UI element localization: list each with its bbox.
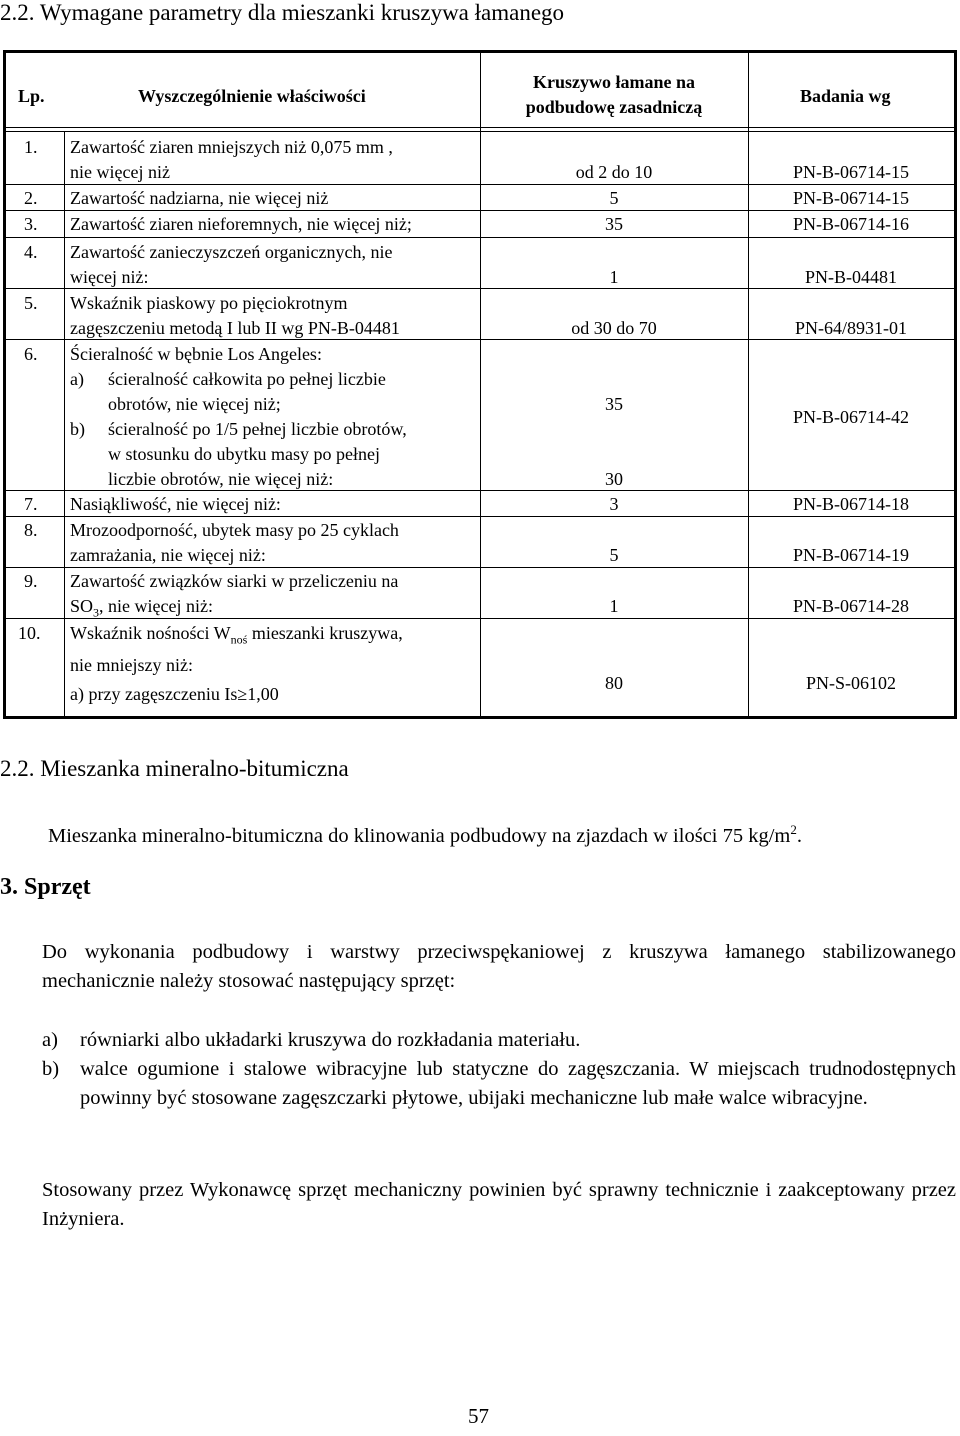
row-6-b-text: ścieralność po 1/5 pełnej liczbie obrotów, w stosunku do ubytku masy po pełnej liczbie obrotów, nie więcej niż: [108,419,407,489]
row-9-no: 9. [24,571,38,591]
row-6-no: 6. [24,344,38,364]
list-item-b-mark: b) [42,1058,60,1080]
row-6-b-mark: b) [70,419,85,439]
row-1-value: od 2 do 10 [575,162,653,182]
row-1-property: Zawartość ziaren mniejszych niż 0,075 mm , nie więcej niż [70,137,393,182]
row-2-value: 5 [609,188,619,208]
row-8-no: 8. [24,520,38,540]
row-7-no: 7. [24,494,38,514]
row-5-property: Wskaźnik piaskowy po pięciokrotnym zagęszczeniu metodą I lub II wg PN-B-04481 [70,293,400,338]
row-5-value: od 30 do 70 [571,318,657,338]
row-5-no: 5. [24,293,38,313]
header-test: Badania wg [800,86,891,106]
closing-paragraph: Stosowany przez Wykonawcę sprzęt mechaniczny powinien być sprawny technicznie i zaakceptowany przez Inżyniera. [42,1179,956,1230]
section-title: 2.2. Wymagane parametry dla mieszanki kruszywa łamanego [0,0,565,25]
row-7-property: Nasiąkliwość, nie więcej niż: [70,494,281,514]
row-8-value: 5 [609,545,619,565]
page-number: 57 [468,1404,489,1428]
row-7-value: 3 [609,494,619,514]
section3-title: 3. Sprzęt [0,874,91,900]
row-4-value: 1 [609,267,619,287]
row-10-value: 80 [605,673,623,693]
row-1-test: PN-B-06714-15 [793,162,909,182]
row-10-property: Wskaźnik nośności $W_{noś}$ mieszanki kruszywa, nie mniejszy niż: a) przy zagęszczeniu Is≥1,00 [70,623,403,704]
row-5-test: PN-64/8931-01 [795,318,907,338]
row-3-property: Zawartość ziaren nieforemnych, nie więcej niż; [70,214,412,234]
header-property: Wyszczególnienie właściwości [138,86,366,106]
row-1-no: 1. [24,137,38,157]
row-6-a-mark: a) [70,369,84,389]
row-2-property: Zawartość nadziarna, nie więcej niż [70,188,329,208]
row-6-test: PN-B-06714-42 [793,407,909,427]
row-9-property: Zawartość związków siarki w przeliczeniu na $SO_3$, nie więcej niż: [70,571,399,620]
row-4-test: PN-B-04481 [804,267,897,287]
list-item-a-text: równiarki albo układarki kruszywa do rozkładania materiału. [80,1029,581,1051]
row-8-test: PN-B-06714-19 [793,545,909,565]
section2-title: 2.2. Mieszanka mineralno-bitumiczna [0,756,349,781]
list-item-b-text: walce ogumione i stalowe wibracyjne lub statyczne do zagęszczania. W miejscach trudnodostępnych powinny być stosowane zagęszczarki płytowe, ubijaki mechaniczne lub małe walce wibracyjne. [80,1058,956,1109]
row-4-no: 4. [24,242,38,262]
row-9-value: 1 [609,596,619,616]
section2-text: Mieszanka mineralno-bitumiczna do klinowania podbudowy na zjazdach w ilości 75 $kg/m^2$. [48,822,802,847]
row-6-value-a: 35 [605,394,623,414]
row-7-test: PN-B-06714-18 [793,494,909,514]
list-item-a-mark: a) [42,1029,58,1051]
row-2-test: PN-B-06714-15 [793,188,909,208]
header-value: Kruszywo łamane na podbudowę zasadniczą [525,72,703,117]
row-10-no: 10. [18,623,41,643]
row-3-no: 3. [24,214,38,234]
row-3-value: 35 [605,214,623,234]
row-3-test: PN-B-06714-16 [793,214,909,234]
row-6-property: Ścieralność w bębnie Los Angeles: [70,344,322,364]
row-9-test: PN-B-06714-28 [793,596,909,616]
intro-paragraph: Do wykonania podbudowy i warstwy przeciwspękaniowej z kruszywa łamanego stabilizowanego mechanicznie należy stosować następujący sprzęt: [42,941,956,992]
header-lp: Lp. [18,86,45,106]
row-6-value-b: 30 [605,469,623,489]
row-4-property: Zawartość zanieczyszczeń organicznych, nie więcej niż: [70,242,393,287]
row-2-no: 2. [24,188,38,208]
row-10-test: PN-S-06102 [805,673,896,693]
row-6-a-text: ścieralność całkowita po pełnej liczbie obrotów, nie więcej niż; [108,369,386,414]
row-8-property: Mrozoodporność, ubytek masy po 25 cyklach zamrażania, nie więcej niż: [70,520,399,565]
